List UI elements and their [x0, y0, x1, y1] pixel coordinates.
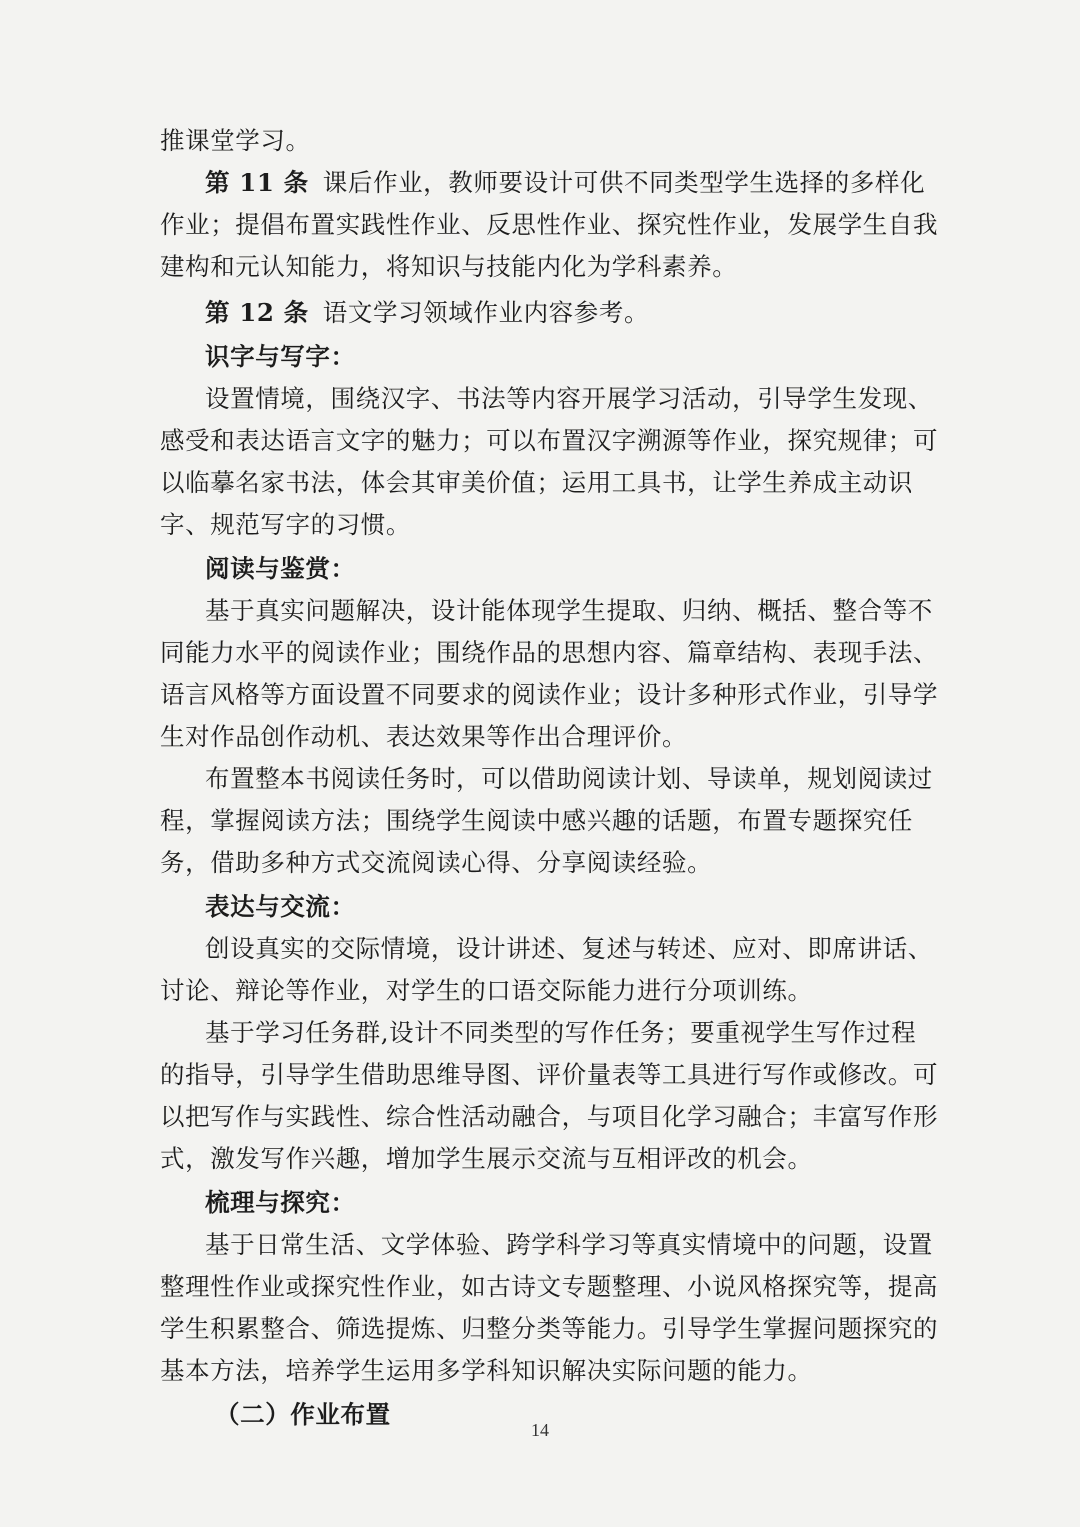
page-number: 14: [531, 1420, 549, 1440]
section-heading-inquiry: 梳理与探究：: [205, 1188, 356, 1217]
paragraph-reading-2: 布置整本书阅读任务时，可以借助阅读计划、导读单，规划阅读过程，掌握阅读方法；围绕学生阅读中感兴趣的话题，布置专题探究任务，借助多种方式交流阅读心得、分享阅读经验。: [160, 764, 933, 877]
document-body: [160, 120, 940, 1436]
paragraph-inquiry: 基于日常生活、文学体验、跨学科学习等真实情境中的问题，设置整理性作业或探究性作业，如古诗文专题整理、小说风格探究等，提高学生积累整合、筛选提炼、归整分类等能力。引导学生掌握问题探究的基本方法，培养学生运用多学科知识解决实际问题的能力。: [160, 1230, 939, 1385]
paragraph-expression-1: 创设真实的交际情境，设计讲述、复述与转述、应对、即席讲话、讨论、辩论等作业，对学生的口语交际能力进行分项训练。: [160, 934, 933, 1005]
section-heading-literacy: 识字与写字：: [205, 342, 356, 371]
section-heading-expression: 表达与交流：: [205, 892, 356, 921]
paragraph-expression-2: 基于学习任务群,设计不同类型的写作任务；要重视学生写作过程的指导，引导学生借助思维导图、评价量表等工具进行写作或修改。可以把写作与实践性、综合性活动融合，与项目化学习融合；丰富写作形式，激发写作兴趣，增加学生展示交流与互相评改的机会。: [160, 1018, 939, 1173]
section-heading-reading: 阅读与鉴赏：: [205, 554, 356, 583]
paragraph-reading-1: 基于真实问题解决，设计能体现学生提取、归纳、概括、整合等不同能力水平的阅读作业；围绕作品的思想内容、篇章结构、表现手法、语言风格等方面设置不同要求的阅读作业；设计多种形式作业，引导学生对作品创作动机、表达效果等作出合理评价。: [160, 596, 939, 751]
section-heading-assignment: （二）作业布置: [215, 1400, 391, 1429]
article-12-text: 语文学习领域作业内容参考。: [322, 298, 650, 327]
paragraph-literacy: 设置情境，围绕汉字、书法等内容开展学习活动，引导学生发现、感受和表达语言文字的魅力；可以布置汉字溯源等作业，探究规律；可以临摹名家书法，体会其审美价值；运用工具书，让学生养成主动识字、规范写字的习惯。: [160, 384, 939, 539]
article-12-label: 第 12 条: [205, 298, 309, 327]
article-11-label: 第 11 条: [205, 168, 309, 197]
article-11: [160, 162, 940, 288]
article-11-text: 课后作业，教师要设计可供不同类型学生选择的多样化作业；提倡布置实践性作业、反思性作业、探究性作业，发展学生自我建构和元认知能力，将知识与技能内化为学科素养。: [160, 168, 939, 281]
paragraph-continuation: 推课堂学习。: [160, 126, 311, 155]
article-12: [160, 292, 940, 334]
